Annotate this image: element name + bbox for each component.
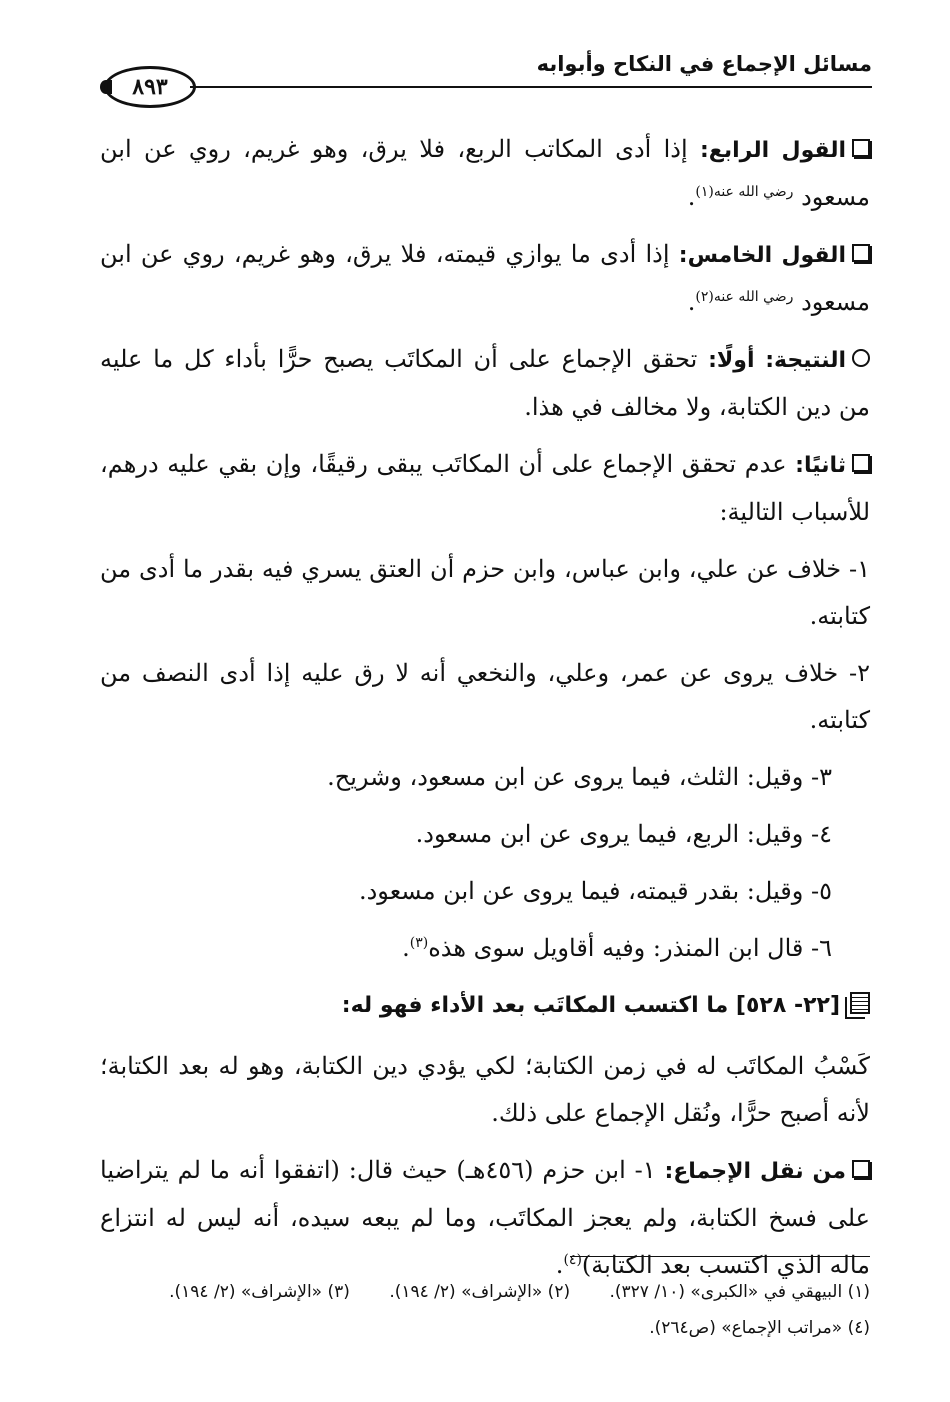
section-heading-text: [٢٢- ٥٢٨] ما اكتسب المكاتَب بعد الأداء فهو له: xyxy=(341,993,840,1018)
page-number: ٨٩٣ xyxy=(104,66,196,108)
list-item-text: ٦- قال ابن المنذر: وفيه أقاويل سوى هذه xyxy=(428,934,832,962)
footnote-4: (٤) «مراتب الإجماع» (ص٢٦٤). xyxy=(649,1318,870,1338)
paragraph-text: تحقق الإجماع على أن المكاتَب يصبح حرًّا بأداء كل ما عليه من دين الكتابة، ولا مخالف في هذا. xyxy=(100,345,870,421)
footnote-line xyxy=(100,1274,870,1310)
paragraph-section-body: كَسْبُ المكاتَب له في زمن الكتابة؛ لكي يؤدي دين الكتابة، وهو له بعد الكتابة؛ لأنه أصبح حرًّا، ونُقل الإجماع على ذلك. xyxy=(100,1052,870,1127)
paragraph-label: ثانيًا: xyxy=(795,453,846,478)
list-item: ٤- وقيل: الربع، فيما يروى عن ابن مسعود. xyxy=(415,820,832,848)
square-bullet-icon xyxy=(852,244,870,262)
paragraph-fifth-opinion xyxy=(100,231,870,326)
section-heading xyxy=(100,982,870,1029)
list-item-end: . xyxy=(402,934,410,962)
paragraph-label: النتيجة: أولًا: xyxy=(708,348,846,373)
paragraph-text: إذا أدى المكاتب الربع، فلا يرق، وهو غريم، روي عن ابن مسعود xyxy=(100,135,870,211)
paragraph-fourth-opinion xyxy=(100,126,870,221)
paragraph-result-first xyxy=(100,336,870,431)
circle-bullet-icon xyxy=(852,349,870,367)
paragraph-consensus-source xyxy=(100,1147,870,1289)
honorific-glyph: رضي الله عنه xyxy=(713,184,794,200)
footnotes xyxy=(100,1274,870,1346)
footnote-ref: (٢) xyxy=(695,289,714,305)
honorific-glyph: رضي الله عنه xyxy=(713,289,794,305)
paragraph-result-second xyxy=(100,441,870,536)
paragraph-end: . xyxy=(555,1251,564,1279)
list-item: ٥- وقيل: بقدر قيمته، فيما يروى عن ابن مسعود. xyxy=(358,877,832,905)
paragraph-label: القول الرابع: xyxy=(700,138,846,163)
paragraph-end: . xyxy=(687,288,696,316)
main-text xyxy=(100,126,870,1299)
list-item: ١- خلاف عن علي، وابن عباس، وابن حزم أن العتق يسري فيه بقدر ما أدى من كتابته. xyxy=(100,555,870,630)
list-item: ٣- وقيل: الثلث، فيما يروى عن ابن مسعود، وشريح. xyxy=(327,763,832,791)
document-stack-icon xyxy=(850,992,870,1014)
paragraph-text: إذا أدى ما يوازي قيمته، فلا يرق، وهو غريم، روي عن ابن مسعود xyxy=(100,240,870,316)
list-item: ٢- خلاف يروى عن عمر، وعلي، والنخعي أنه لا رق عليه إذا أدى النصف من كتابته. xyxy=(100,659,870,734)
footnote-1: (١) البيهقي في «الكبرى» (١٠/ ٣٢٧). xyxy=(609,1282,870,1302)
list-item xyxy=(100,925,870,972)
header-rule xyxy=(190,86,872,88)
square-bullet-icon xyxy=(852,139,870,157)
footnote-ref: (٣) xyxy=(409,935,429,951)
paragraph-text: عدم تحقق الإجماع على أن المكاتَب يبقى رقيقًا، وإن بقي عليه درهم، للأسباب التالية: xyxy=(100,450,870,526)
footnote-2: (٢) «الإشراف» (٢/ ١٩٤). xyxy=(389,1282,571,1302)
paragraph-text: ١- ابن حزم (٤٥٦هـ) حيث قال: (اتفقوا أنه ما لم يتراضيا على فسخ الكتابة، ولم يعجز المكاتَب، وما لم يبعه سيده، أنه ليس له انتزاع ماله الذي اكتسب بعد الكتابة) xyxy=(100,1156,870,1279)
paragraph-label: من نقل الإجماع: xyxy=(664,1159,846,1184)
footnote-ref: (١) xyxy=(695,184,714,200)
running-title: مسائل الإجماع في النكاح وأبوابه xyxy=(536,52,872,76)
footnote-ref: (٤) xyxy=(563,1252,582,1268)
footnote-separator xyxy=(570,1256,870,1257)
footnote-3: (٣) «الإشراف» (٢/ ١٩٤). xyxy=(169,1282,350,1302)
square-bullet-icon xyxy=(852,1160,870,1178)
square-bullet-icon xyxy=(852,454,870,472)
footnote-line xyxy=(100,1310,870,1346)
paragraph-end: . xyxy=(687,183,696,211)
paragraph-label: القول الخامس: xyxy=(678,243,846,268)
